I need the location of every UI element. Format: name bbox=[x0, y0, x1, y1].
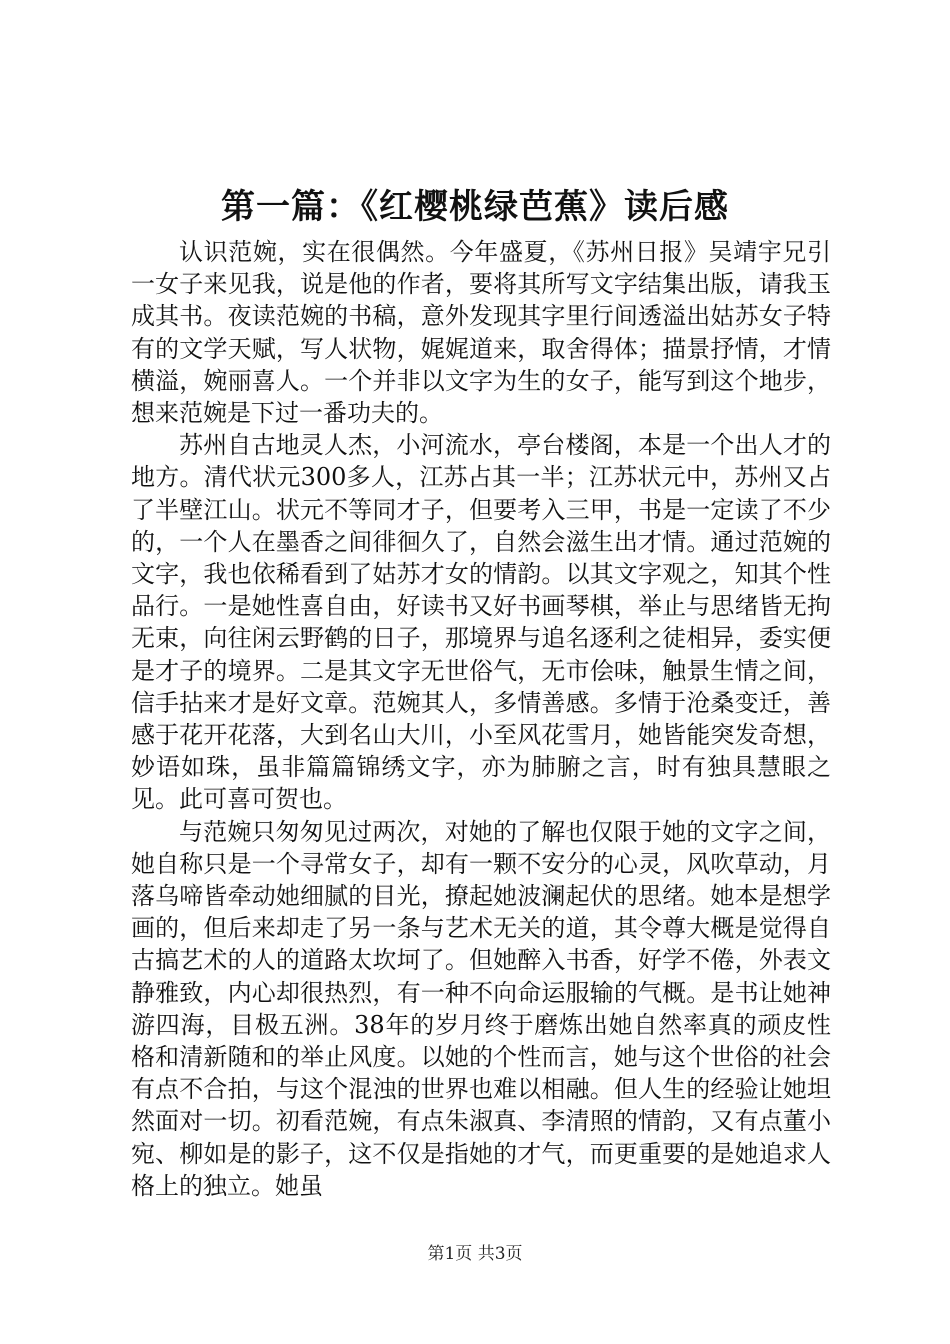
paragraph-1: 认识范婉，实在很偶然。今年盛夏，《苏州日报》吴靖宇兄引一女子来见我，说是他的作者，要将其所写文字结集出版，请我玉成其书。夜读范婉的书稿，意外发现其字里行间透溢出姑苏女子特有的文学天赋，写人状物，娓娓道来，取舍得体；描景抒情，才情横溢，婉丽喜人。一个并非以文字为生的女子，能写到这个地步，想来范婉是下过一番功夫的。 bbox=[131, 238, 831, 428]
paragraph-3: 与范婉只匆匆见过两次，对她的了解也仅限于她的文字之间，她自称只是一个寻常女子，却有一颗不安分的心灵，风吹草动，月落乌啼皆牵动她细腻的目光，撩起她波澜起伏的思绪。她本是想学画的，但后来却走了另一条与艺术无关的道，其令尊大概是觉得自古搞艺术的人的道路太坎坷了。但她醉入书香，好学不倦，外表文静雅致，内心却很热烈，有一种不向命运服输的气概。是书让她神游四海，目极五洲。38年的岁月终于磨炼出她自然率真的顽皮性格和清新随和的举止风度。以她的个性而言，她与这个世俗的社会有点不合拍，与这个混浊的世界也难以相融。但人生的经验让她坦然面对一切。初看范婉，有点朱淑真、李清照的情韵，又有点董小宛、柳如是的影子，这不仅是指她的才气，而更重要的是她追求人格上的独立。她虽 bbox=[131, 817, 831, 1200]
page-footer: 第1页 共3页 bbox=[427, 1244, 523, 1264]
paragraph-2: 苏州自古地灵人杰，小河流水，亭台楼阁，本是一个出人才的地方。清代状元300多人，江苏占其一半；江苏状元中，苏州又占了半壁江山。状元不等同才子，但要考入三甲，书是一定读了不少的，一个人在墨香之间徘徊久了，自然会滋生出才情。通过范婉的文字，我也依稀看到了姑苏才女的情韵。以其文字观之，知其个性品行。一是她性喜自由，好读书又好书画琴棋，举止与思绪皆无拘无束，向往闲云野鹤的日子，那境界与追名逐利之徒相异，委实便是才子的境界。二是其文字无世俗气，无市侩味，触景生情之间，信手拈来才是好文章。范婉其人，多情善感。多情于沧桑变迁，善感于花开花落，大到名山大川，小至风花雪月，她皆能突发奇想，妙语如珠，虽非篇篇锦绣文字，亦为肺腑之言，时有独具慧眼之见。此可喜可贺也。 bbox=[131, 431, 831, 814]
document-body bbox=[131, 236, 831, 1202]
document-title: 第一篇：《红樱桃绿芭蕉》读后感 bbox=[221, 187, 729, 227]
